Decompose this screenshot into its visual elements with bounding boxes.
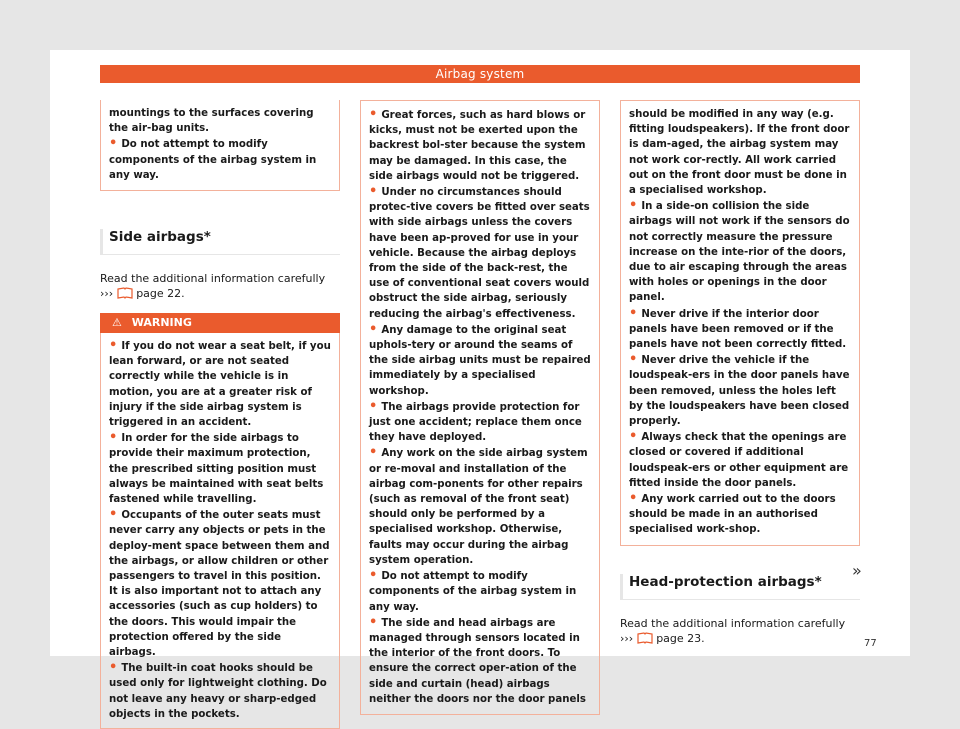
- read-more-text: Read the additional information carefully ››› page 23.: [620, 616, 860, 648]
- bullet-icon: •: [369, 614, 378, 630]
- page-header: Airbag system: [100, 65, 860, 83]
- intro-warning-box: [100, 100, 340, 191]
- page-number: 77: [864, 638, 877, 649]
- bullet-icon: •: [629, 305, 638, 321]
- list-item: • Under no circumstances should protec-tive covers be fitted over seats with side airbags unless the covers have been ap-proved for use in your vehicle. Because the airbag deploys from the side of the back-rest, the use of conventional seat covers would obstruct the side airbag, seriously reducing the airbag's effectiveness.: [369, 184, 590, 320]
- page-reference-link[interactable]: page 23.: [656, 631, 705, 645]
- bullet-icon: •: [629, 429, 638, 445]
- bullet-icon: •: [369, 321, 378, 337]
- list-item: • Never drive if the interior door panels have been removed or if the panels have not been correctly fitted.: [629, 305, 847, 351]
- warning-box: [100, 333, 340, 729]
- column-3: [620, 100, 860, 648]
- list-item: • Never drive the vehicle if the loudspeak-ers in the door panels have been removed, unless the holes left by the loudspeakers have been closed properly.: [629, 352, 850, 428]
- bullet-icon: •: [109, 136, 118, 152]
- list-item: • In order for the side airbags to provide their maximum protection, the prescribed sitting position must always be maintained with seat belts fastened while travelling.: [109, 430, 324, 506]
- warning-continuation-box: [620, 100, 860, 546]
- warning-triangle-icon: ⚠: [112, 316, 122, 330]
- bullet-icon: •: [369, 184, 378, 200]
- list-item: • The airbags provide protection for just one accident; replace them once they have deployed.: [369, 398, 582, 444]
- list-item: • Always check that the openings are closed or covered if additional loudspeak-ers or other equipment are fitted inside the door panels.: [629, 429, 849, 489]
- list-item: • Do not attempt to modify components of the airbag system in any way.: [109, 136, 317, 181]
- bullet-icon: •: [369, 398, 378, 414]
- warning-continuation-box: [360, 100, 600, 715]
- bullet-icon: •: [109, 338, 118, 354]
- list-item: • The built-in coat hooks should be used only for lightweight clothing. Do not leave any heavy or sharp-edged objects in the pockets.: [109, 660, 327, 720]
- list-item: • The side and head airbags are managed through sensors located in the interior of the front doors. To ensure the correct oper-ation of the side and curtain (head) airbags neither the doors nor the door panels: [369, 614, 586, 705]
- continue-mark: »: [852, 561, 862, 580]
- bullet-icon: •: [109, 507, 118, 523]
- list-item: • Any damage to the original seat uphols-tery or around the seams of the side airbag units must be repaired immediately by a specialised workshop.: [369, 321, 591, 397]
- column-2: [360, 100, 600, 715]
- column-1: [100, 100, 340, 729]
- manual-page: [50, 50, 910, 720]
- bullet-icon: •: [369, 445, 378, 461]
- list-item: • If you do not wear a seat belt, if you lean forward, or are not seated correctly while the vehicle is in motion, you are at a greater risk of injury if the side airbag system is triggered in an accident.: [109, 338, 331, 429]
- list-item: • Any work carried out to the doors should be made in an authorised specialised work-shop.: [629, 491, 836, 536]
- bullet-icon: •: [629, 352, 638, 368]
- bullet-icon: •: [109, 430, 118, 446]
- read-more-text: Read the additional information carefully ››› page 22.: [100, 271, 340, 303]
- section-title-head-protection-airbags: Head-protection airbags*: [620, 574, 860, 600]
- intro-text: mountings to the surfaces covering the air-bag units.: [109, 108, 314, 135]
- list-item: • Do not attempt to modify components of the airbag system in any way.: [369, 568, 577, 613]
- list-item: • In a side-on collision the side airbags will not work if the sensors do not correctly measure the pressure increase on the inte-rior of the doors, due to air escaping through the areas with holes or openings in the door panel.: [629, 198, 850, 304]
- bullet-icon: •: [109, 660, 118, 676]
- bullet-icon: •: [369, 568, 378, 584]
- bullet-icon: •: [629, 491, 638, 507]
- warning-header: ⚠ WARNING: [100, 313, 340, 333]
- book-link-icon[interactable]: [637, 632, 653, 648]
- page-reference-link[interactable]: page 22.: [136, 287, 185, 301]
- bullet-icon: •: [629, 198, 638, 214]
- section-title-side-airbags: Side airbags*: [100, 229, 340, 255]
- list-item: • Occupants of the outer seats must never carry any objects or pets in the deploy-ment space between them and the airbags, or allow children or other passengers to travel in this position. It is also important not to attach any accessories (such as cup holders) to the doors. This would impair the protection offered by the side airbags.: [109, 507, 330, 659]
- book-link-icon[interactable]: [117, 287, 133, 303]
- bullet-icon: •: [369, 107, 378, 122]
- list-item: • Great forces, such as hard blows or kicks, must not be exerted upon the backrest bol-ster because the system may be damaged. In this case, the side airbags would not be triggered.: [369, 107, 586, 182]
- continued-text: should be modified in any way (e.g. fitting loudspeakers). If the front door is dam-aged, the airbag system may not work cor-rectly. All work carried out on the front door must be done in a specialised workshop.: [629, 109, 850, 197]
- list-item: • Any work on the side airbag system or re-moval and installation of the airbag com-ponents for other repairs (such as removal of the front seat) should only be performed by a specialised workshop. Otherwise, faults may occur during the airbag system operation.: [369, 445, 588, 566]
